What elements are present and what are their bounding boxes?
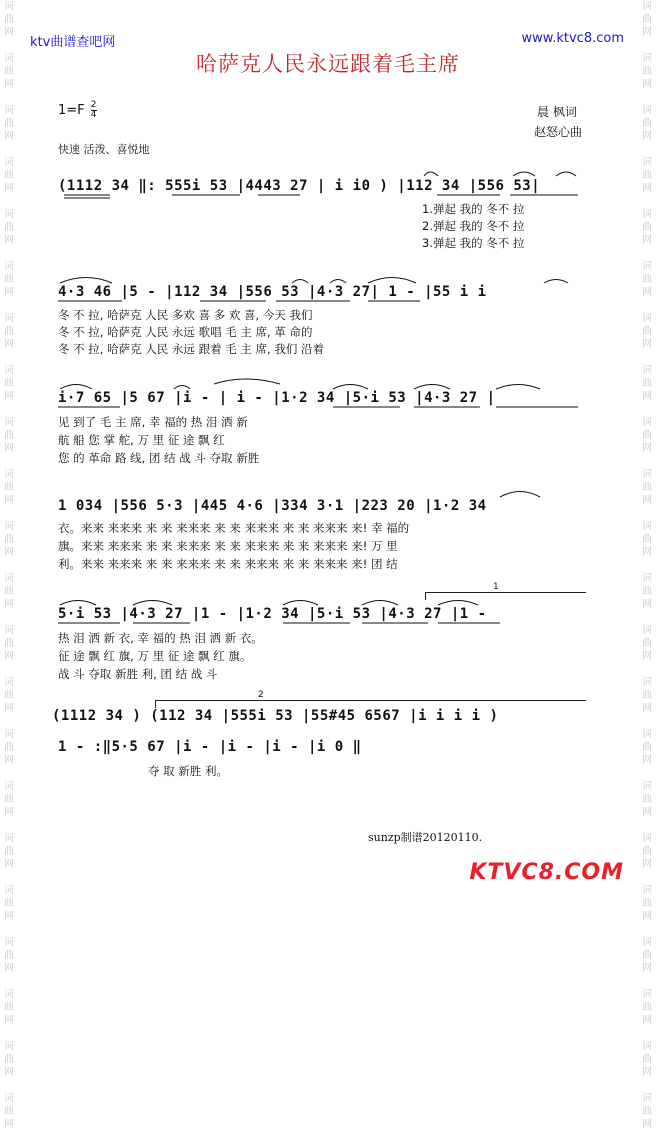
lyric-3-verse-1: 见 到了 毛 主 席, 幸 福的 热 泪 洒 新: [58, 415, 248, 429]
lyric-1-verse-3: 3.弹起 我的 冬不 拉: [422, 236, 525, 250]
key-label: 1=F: [58, 103, 85, 118]
notation-line-3: i·7 65 |5 67 |i - | i - |1·2 34 |5·i 53 |4·3 27 |: [58, 390, 496, 406]
notation-line-5: 5·i 53 |4·3 27 |1 - |1·2 34 |5·i 53 |4·3 27 |1 -: [58, 606, 487, 622]
transcriber-signature: sunzp制谱20120110.: [368, 831, 483, 844]
slur: [500, 492, 540, 498]
watermark-right: 词 曲 网 词 曲 网 词 曲 网 词 曲 网 词 曲 网 词 曲 网 词 曲 网 词 曲 网 词 曲 网 词 曲 网 词 曲 网 词 曲 网 词 曲 网 词 曲 网 词 曲 网 词 曲 网 词 曲 网 词 曲 网 词 曲 网 词 曲 网 词 曲 网 词 曲 网: [642, 1, 652, 1130]
notation-line-2: 4·3 46 |5 - |112 34 |556 53 |4·3 27| 1 - |55 i i: [58, 284, 487, 300]
time-signature: [91, 101, 97, 120]
volta-number-1: 1: [493, 582, 499, 592]
slur: [292, 280, 308, 284]
slur: [544, 280, 568, 284]
notation-line-6: 1 - :‖5·5 67 |i - |i - |i - |i 0 ‖: [58, 739, 362, 755]
slur: [438, 601, 478, 606]
site-name-left[interactable]: ktv曲谱查吧网: [30, 35, 116, 50]
volta-bracket-1: [425, 592, 586, 600]
slur: [414, 385, 450, 390]
slur: [60, 601, 96, 606]
site-logo-text: KTVC8.COM: [469, 860, 624, 885]
slur: [60, 278, 112, 284]
site-logo[interactable]: [469, 860, 624, 885]
volta-number-2: 2: [258, 690, 264, 700]
lyric-5-verse-1: 热 泪 洒 新 衣, 幸 福的 热 泪 洒 新 衣。: [58, 631, 263, 645]
key-signature: [58, 101, 97, 120]
time-sig-top: 2: [90, 100, 97, 110]
slur: [283, 601, 318, 606]
slur: [133, 601, 172, 606]
lyric-2-verse-3: 冬 不 拉, 哈萨克 人民 永远 跟着 毛 主 席, 我们 沿着: [58, 342, 325, 356]
slur: [174, 386, 190, 390]
notation-line-4: 1 034 |556 5·3 |445 4·6 |334 3·1 |223 20 |1·2 34: [58, 498, 487, 514]
lyric-6-verse-1: 夺 取 新胜 利。: [148, 764, 228, 778]
lyric-3-verse-3: 您 的 革命 路 线, 团 结 战 斗 夺取 新胜: [58, 451, 260, 465]
lyric-5-verse-3: 战 斗 夺取 新胜 利, 团 结 战 斗: [58, 667, 218, 681]
lyric-4-verse-3: 利。来来 来来来 来 来 来来来 来 来 来来来 来 来 来来来 来! 团 结: [58, 557, 398, 571]
volta-bracket-2: [155, 700, 586, 708]
notation-line-1: (1112 34 ‖: 555i 53 |4443 27 | i i0 ) |112 34 |556 53|: [58, 178, 541, 194]
slur: [513, 172, 535, 176]
slur: [424, 172, 438, 176]
slur: [330, 280, 346, 284]
time-sig-bottom: 4: [90, 110, 97, 120]
slur: [333, 385, 368, 390]
slur: [368, 278, 416, 284]
lyric-1-verse-1: 1.弹起 我的 冬不 拉: [422, 202, 525, 216]
slur: [556, 172, 576, 176]
lyric-4-verse-1: 衣。来来 来来来 来 来 来来来 来 来 来来来 来 来 来来来 来! 幸 福的: [58, 521, 410, 535]
song-title: 哈萨克人民永远跟着毛主席: [196, 52, 460, 76]
lyricist-credit: 晨 枫词: [537, 105, 577, 119]
lyric-2-verse-2: 冬 不 拉, 哈萨克 人民 永远 歌唱 毛 主 席, 革 命的: [58, 325, 313, 339]
tempo-marking: 快速 活泼、喜悦地: [58, 143, 150, 156]
slur: [60, 385, 92, 390]
lyric-5-verse-2: 征 途 飘 红 旗, 万 里 征 途 飘 红 旗。: [58, 649, 252, 663]
lyric-4-verse-2: 旗。来来 来来来 来 来 来来来 来 来 来来来 来 来 来来来 来! 万 里: [58, 539, 398, 553]
lyric-2-verse-1: 冬 不 拉, 哈萨克 人民 多欢 喜 多 欢 喜, 今天 我们: [58, 308, 313, 322]
watermark-left: 词 曲 网 词 曲 网 词 曲 网 词 曲 网 词 曲 网 词 曲 网 词 曲 网 词 曲 网 词 曲 网 词 曲 网 词 曲 网 词 曲 网 词 曲 网 词 曲 网 词 曲 网 词 曲 网 词 曲 网 词 曲 网 词 曲 网 词 曲 网 词 曲 网 词 曲 网: [4, 1, 14, 1130]
slur: [214, 379, 280, 384]
slur: [496, 385, 540, 390]
lyric-1-verse-2: 2.弹起 我的 冬不 拉: [422, 219, 525, 233]
lyric-3-verse-2: 航 船 您 掌 舵, 万 里 征 途 飘 红: [58, 433, 225, 447]
composer-credit: 赵怒心曲: [534, 125, 583, 139]
site-url-right[interactable]: www.ktvc8.com: [521, 31, 624, 46]
slur: [362, 601, 398, 606]
notation-line-6-top: (1112 34 ) (112 34 |555i 53 |55#45 6567 |i i i i ): [52, 708, 499, 724]
